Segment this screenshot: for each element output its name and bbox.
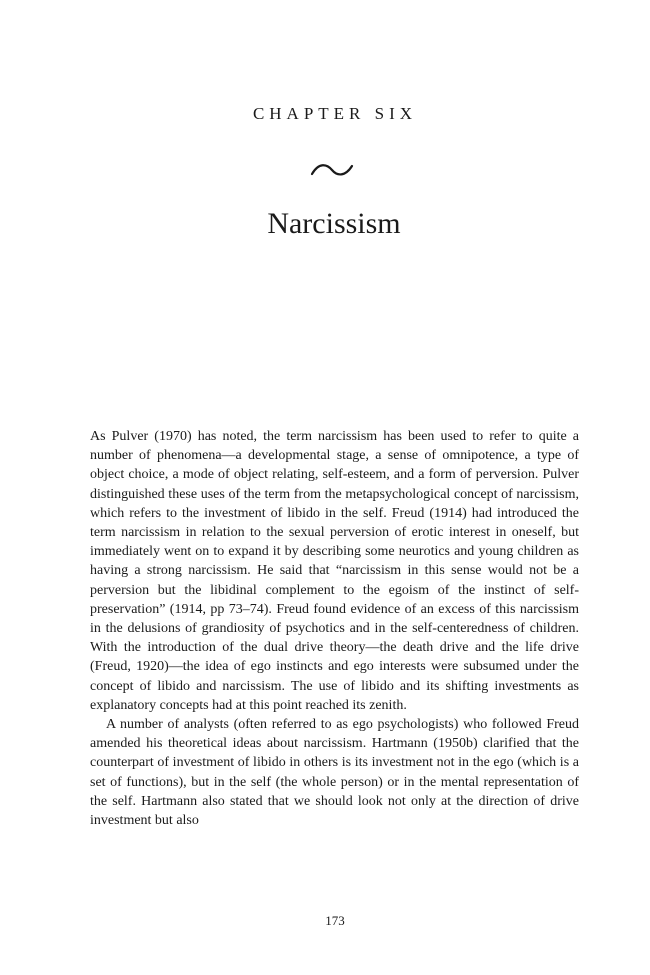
paragraph-1: As Pulver (1970) has noted, the term narcissism has been used to refer to quite a number of phenomena—a developmental stage, a sense of omnipotence, a type of object choice, a mode of object relating, self-esteem, and a form of perversion. Pulver distinguished these uses of the term from the metapsychological concept of narcissism, which refers to the investment of libido in the self. Freud (1914) had introduced the term narcissism in relation to the sexual perversion of erotic interest in oneself, but immediately went on to expand it by describing some neurotics and young children as having a strong narcissism. He said that “narcissism in this sense would not be a perversion but the libidinal complement to the egoism of the instinct of self-preservation” (1914, pp 73–74). Freud found evidence of an excess of this narcissism in the delusions of grandiosity of psychotics and in the self-centeredness of children. With the introduction of the dual drive theory—the death drive and the life drive (Freud, 1920)—the idea of ego instincts and ego interests were subsumed under the concept of libido and narcissism. The use of libido and its shifting investments as explanatory concepts had at this point reached its zenith. (90, 429, 579, 713)
paragraph-2: A number of analysts (often referred to as ego psychologists) who followed Freud amended his theoretical ideas about narcissism. Hartmann (1950b) clarified that the counterpart of investment of libido in others is its investment not in the ego (which is a set of functions), but in the self (the whole person) or in the mental representation of the self. Hartmann also stated that we should look not only at the direction of drive investment but also (90, 717, 579, 829)
chapter-title: Narcissism (267, 207, 401, 240)
chapter-label: CHAPTER SIX (252, 104, 418, 123)
swung-dash-ornament-icon (309, 160, 355, 180)
page-number: 173 (325, 913, 345, 928)
body-text (90, 427, 579, 830)
